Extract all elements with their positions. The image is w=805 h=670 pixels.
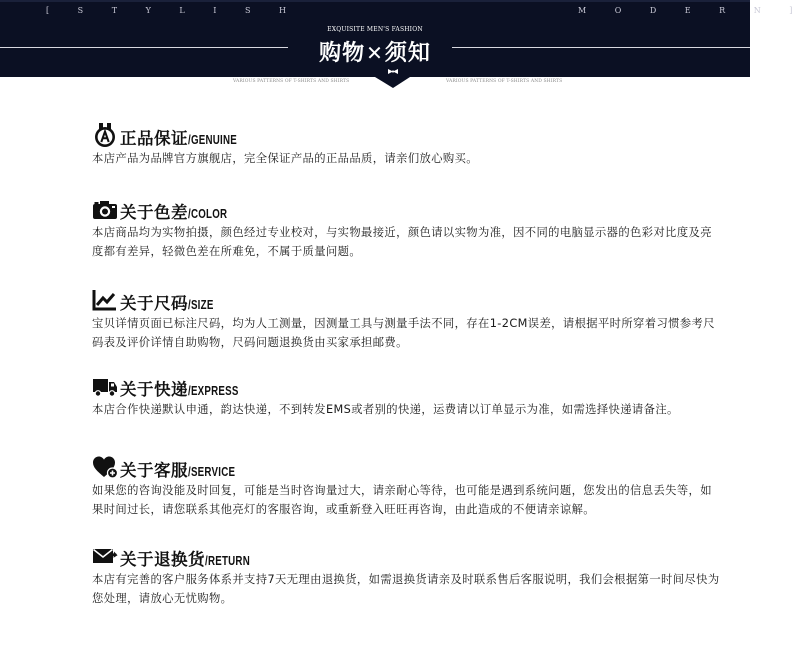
medal-icon	[92, 122, 118, 148]
section-title: 关于色差/COLOR	[120, 203, 228, 222]
page-title	[0, 36, 750, 67]
title-separator: ✕	[366, 41, 384, 65]
section-service	[92, 454, 722, 519]
section-size	[92, 287, 722, 352]
section-color	[92, 196, 722, 261]
section-body: 如果您的咨询没能及时回复，可能是当时咨询量过大，请亲耐心等待，也可能是遇到系统问题，您发出的信息丢失等，如果时间过长，请您联系其他亮灯的客服咨询，或重新登入旺旺再咨询，由此造成的不便请亲谅解。	[92, 484, 712, 516]
section-body: 本店有完善的客户服务体系并支持7天无理由退换货，如需退换货请亲及时联系售后客服说明，我们会根据第一时间尽快为您处理，请放心无忧购物。	[92, 573, 720, 605]
section-title: 关于快递/EXPRESS	[120, 380, 239, 399]
truck-icon	[92, 373, 118, 399]
section-genuine	[92, 122, 722, 168]
section-body: 本店商品均为实物拍摄，颜色经过专业校对，与实物最接近，颜色请以实物为准，因不同的电脑显示器的色彩对比度及亮度都有差异，轻微色差在所难免，不属于质量问题。	[92, 226, 712, 258]
section-title: 关于尺码/SIZE	[120, 294, 214, 313]
header-banner	[0, 0, 805, 88]
caption-left: VARIOUS PATTERNS OF T-SHIRTS AND SHIRTS	[233, 79, 350, 84]
envelope-return-icon	[92, 543, 118, 569]
section-body: 宝贝详情页面已标注尺码，均为人工测量，因测量工具与测量手法不同，存在1-2CM误差，请根据平时所穿着习惯参考尺码表及评价详情自助购物，尺码问题退换货由买家承担邮费。	[92, 317, 715, 349]
top-left-word: [ S T Y L I S H	[46, 6, 299, 15]
title-left: 购物	[319, 41, 366, 66]
section-body: 本店合作快递默认申通，韵达快递，不到转发EMS或者别的快递，运费请以订单显示为准，如需选择快递请备注。	[92, 403, 679, 416]
section-express	[92, 373, 722, 419]
section-body: 本店产品为品牌官方旗舰店，完全保证产品的正品品质，请亲们放心购买。	[92, 152, 479, 165]
section-title: 正品保证/GENUINE	[120, 129, 238, 148]
chart-icon	[92, 287, 118, 313]
top-right-word: M O D E R N ]	[578, 6, 805, 15]
section-title: 关于退换货/RETURN	[120, 550, 250, 569]
section-return	[92, 543, 722, 608]
section-title: 关于客服/SERVICE	[120, 461, 236, 480]
heart-service-icon	[92, 454, 118, 480]
title-right: 须知	[384, 41, 431, 66]
caption-right: VARIOUS PATTERNS OF T-SHIRTS AND SHIRTS	[446, 79, 563, 84]
header-subtitle: EXQUISITE MEN'S FASHION	[327, 26, 423, 33]
camera-icon	[92, 196, 118, 222]
